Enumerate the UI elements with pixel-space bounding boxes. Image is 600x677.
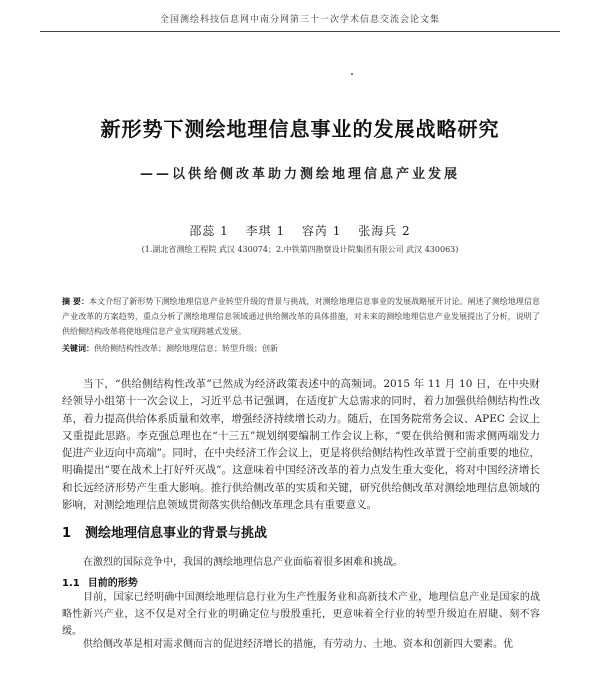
subsection-title: 目前的形势 (87, 578, 138, 589)
author-name: 张海兵 2 (358, 224, 411, 238)
author-list (0, 222, 600, 239)
stray-dot (351, 73, 353, 75)
section-heading (62, 522, 267, 541)
subsection-paragraph: 目前，国家已经明确中国测绘地理信息行业为生产性服务业和高新技术产业，地理信息产业是国家的战略性新兴产业，这不仅是对全行业的明确定位与殷殷重托，更意味着全行业的转型升级迫在眉睫、刻不容缓。 (62, 592, 540, 637)
paper-title: 新形势下测绘地理信息事业的发展战略研究 (100, 117, 500, 141)
trailing-paragraph: 供给侧改革是相对需求侧而言的促进经济增长的措施，有劳动力、土地、资本和创新四大要素。优 (83, 639, 513, 650)
author-name: 邵蕊 1 (189, 224, 229, 238)
paper-subtitle: ——以供给侧改革助力测绘地理信息产业发展 (139, 167, 460, 182)
author-affiliation: (1.湖北省测绘工程院 武汉 430074；2.中铁第四勘察设计院集团有限公司 武汉 430063) (141, 245, 459, 254)
section-number: 1 (62, 526, 72, 541)
section-intro: 在激烈的国际竞争中，我国的测绘地理信息产业面临着很多困难和挑战。 (83, 557, 403, 568)
abstract-label: 摘 要： (62, 297, 90, 306)
author-name: 李琪 1 (245, 224, 286, 238)
subsection-number: 1.1 (62, 578, 80, 589)
section-title: 测绘地理信息事业的背景与挑战 (85, 526, 268, 541)
subsection-heading (62, 574, 138, 589)
intro-paragraph: 当下，“供给侧结构性改革”已然成为经济政策表述中的高频词。2015 年 11 月 10 日，在中央财经领导小组第十一次会议上，习近平总书记强调，在适度扩大总需求的同时，着力加强供给侧结构性改革，着力提高供给体系质量和效率，增强经济持续增长动力。随后，在国务院常务会议、APEC 会议上又重提此思路。李克强总理也在“十三五”规划纲要编制工作会议上称，“要在供给侧和需求侧两端发力促进产业迈向中高端”。同时，在中央经济工作会议上，更是将供给侧结构性改革置于空前重要的地位，明确提出“要在战术上打好歼灭战”。这意味着中国经济改革的着力点发生重大变化，将对中国经济增长和长远经济形势产生重大影响。推行供给侧改革的实质和关键，研究供给侧改革对测绘地理信息领域的影响，对测绘地理信息领域贯彻落实供给侧改革理念具有重要意义。 (62, 378, 540, 512)
abstract (62, 294, 540, 339)
running-header: 全国测绘科技信息网中南分网第三十一次学术信息交流会论文集 (40, 12, 560, 32)
abstract-text: 本文介绍了新形势下测绘地理信息产业转型升级的背景与挑战，对测绘地理信息事业的发展战略展开讨论。阐述了测绘地理信息产业改革的方案趋势，重点分析了测绘地理信息领域通过供给侧改革的具体措施，对未来的测绘地理信息产业发展提出了分析，说明了供给侧结构改革将使地理信息产业实现跨越式发展。 (62, 297, 540, 336)
keywords (62, 343, 540, 355)
keywords-text: 供给侧结构性改革；测绘地理信息；转型升级；创新 (94, 344, 278, 353)
author-name: 容芮 1 (301, 224, 342, 238)
keywords-label: 关键词： (62, 344, 94, 353)
